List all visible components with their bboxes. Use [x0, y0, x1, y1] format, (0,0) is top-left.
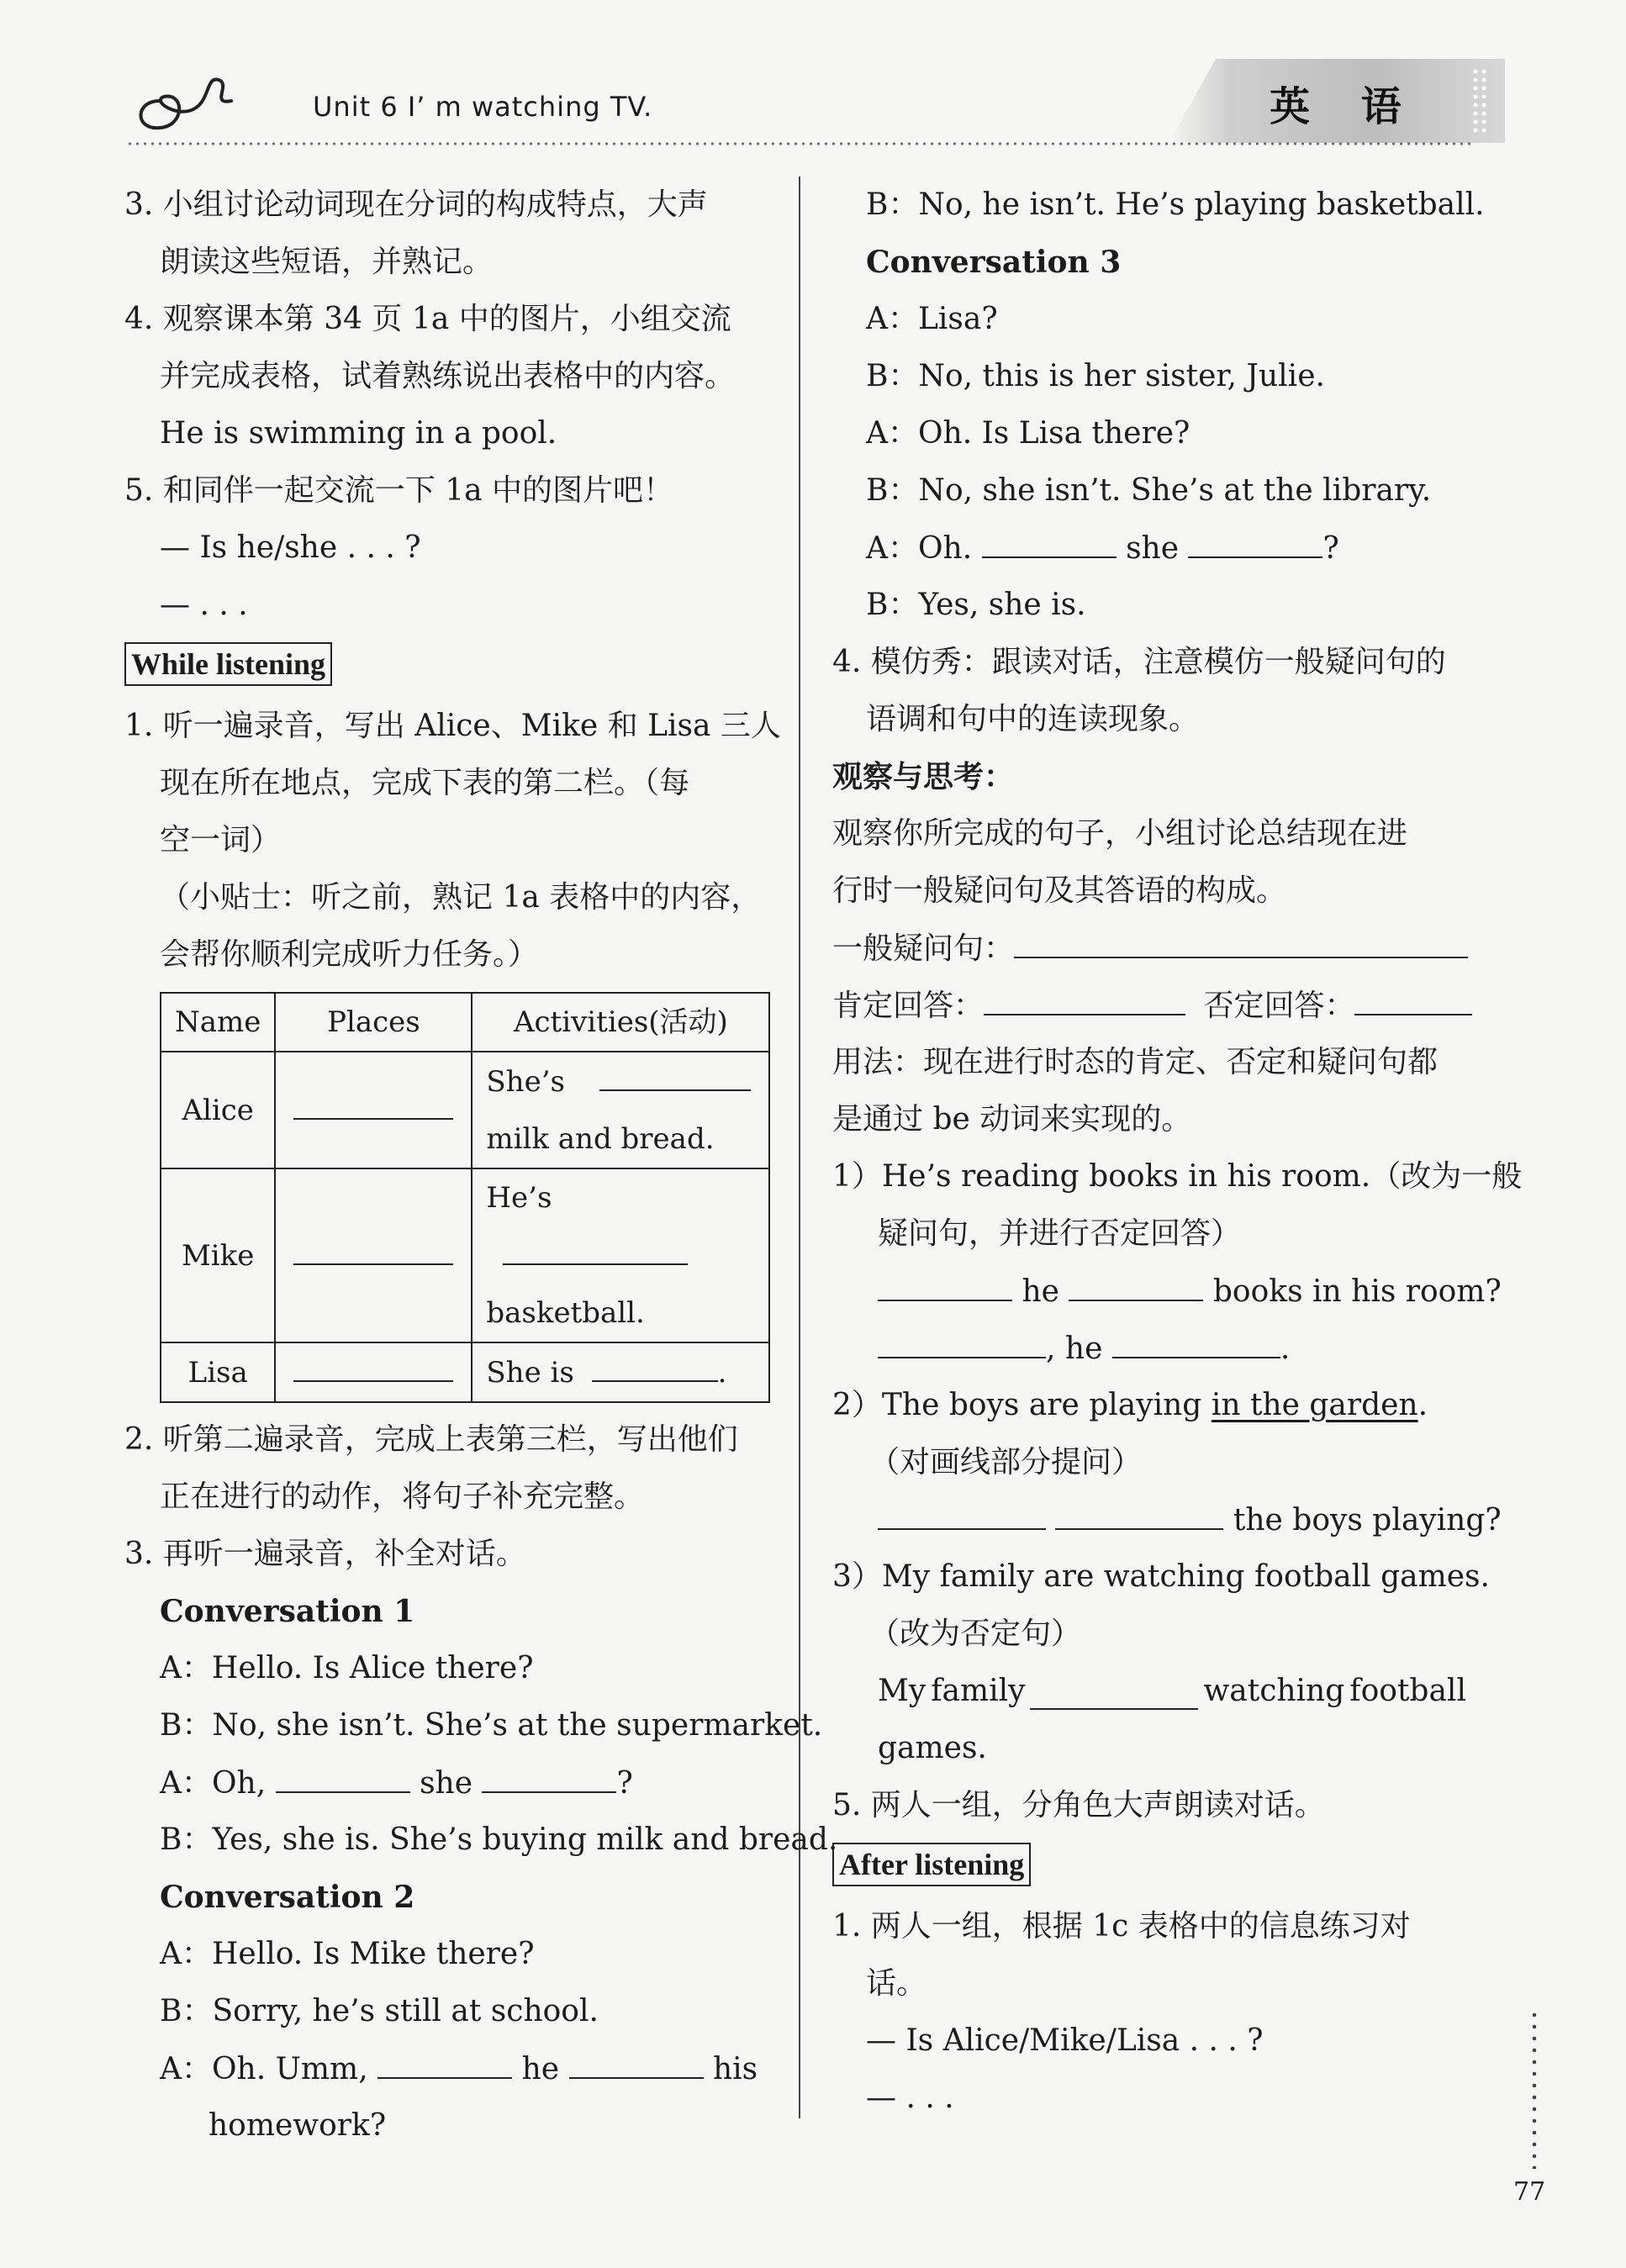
ex2-text-end: the boys playing? [1233, 1503, 1502, 1537]
conv1-blank-2[interactable] [482, 1754, 616, 1793]
yes-answer-label: 肯定回答： [832, 989, 985, 1023]
table-row [161, 1168, 769, 1342]
header-dotted-rule [126, 140, 1471, 148]
ex1-comma: , [1046, 1332, 1056, 1366]
conv3-blank-2[interactable] [1188, 520, 1322, 558]
conv1-line1: A：Hello. Is Alice there? [160, 1651, 534, 1685]
conv3-blank-1[interactable] [982, 520, 1117, 558]
wl-1-line4: （小贴士：听之前，熟记 1a 表格中的内容， [160, 880, 762, 915]
decorative-logo-icon [126, 67, 235, 134]
ex2-line3 [832, 1491, 1502, 1548]
ex1-blank-2[interactable] [1069, 1263, 1203, 1301]
ex3-line4: games. [878, 1731, 987, 1765]
ex3-line1: 3）My family are watching football games. [832, 1559, 1490, 1594]
place-blank[interactable] [293, 1081, 453, 1120]
ex2-dot: . [1417, 1388, 1428, 1422]
al-1-line4: — . . . [866, 2081, 954, 2115]
ex1-blank-4[interactable] [1112, 1320, 1280, 1358]
item-4-line1: 4. 观察课本第 34 页 1a 中的图片，小组交流 [124, 302, 731, 336]
table-header-activities: Activities(活动) [472, 993, 769, 1052]
al-1-line1: 1. 两人一组，根据 1c 表格中的信息练习对 [832, 1909, 1411, 1944]
table-header-name: Name [161, 993, 275, 1052]
general-question-line [832, 920, 1480, 977]
activity-subject: She’s [486, 1065, 565, 1099]
r-item-5: 5. 两人一组，分角色大声朗读对话。 [832, 1788, 1325, 1822]
place-blank[interactable] [293, 1343, 453, 1382]
name-cell: Alice [161, 1052, 275, 1168]
activity-subject: He’s [486, 1181, 552, 1215]
ex3-line2: （改为否定句） [869, 1617, 1082, 1651]
activity-object: milk and bread. [486, 1122, 715, 1156]
conv3-line4: B：No, she isn’t. She’s at the library. [866, 473, 1432, 508]
conv1-line2: B：No, she isn’t. She’s at the supermarket. [160, 1708, 823, 1743]
item-4-line2: 并完成表格，试着熟练说出表格中的内容。 [160, 359, 736, 393]
al-1-line2: 话。 [866, 1966, 927, 2001]
ex2-line1 [832, 1377, 1480, 1434]
r-item-4-line2: 语调和句中的连读现象。 [866, 702, 1200, 736]
conv1-blank-1[interactable] [276, 1754, 410, 1793]
ex3-text-football: football [1349, 1674, 1466, 1708]
ex2-underlined: in the garden [1211, 1388, 1418, 1422]
ex3-text-watching: watching [1203, 1674, 1345, 1708]
activity-period: . [717, 1356, 727, 1390]
usage-line1: 用法：现在进行时态的肯定、否定和疑问句都 [832, 1045, 1439, 1079]
observe-line2: 行时一般疑问句及其答语的构成。 [832, 873, 1287, 908]
ex1-blank-3[interactable] [878, 1320, 1046, 1358]
subject-label: 英 语 [1270, 83, 1420, 130]
right-column [832, 177, 1523, 2127]
no-answer-label: 否定回答： [1203, 989, 1355, 1023]
conv1-text-b: she [420, 1766, 473, 1801]
conversation-2-title: Conversation 2 [160, 1880, 415, 1915]
item-3-line2: 朗读这些短语，并熟记。 [160, 245, 494, 279]
conv1-text-c: ? [616, 1766, 633, 1801]
margin-dots [1530, 2009, 1539, 2169]
ex1-text-he2: he [1064, 1332, 1103, 1366]
activity-object: basketball. [486, 1296, 645, 1330]
ex1-line2: 疑问句，并进行否定回答） [878, 1216, 1242, 1251]
name-cell: Mike [161, 1168, 275, 1342]
activity-blank[interactable] [592, 1343, 718, 1382]
conv2-line2: B：Sorry, he’s still at school. [160, 1994, 599, 2028]
conv3-text-b: she [1126, 531, 1180, 566]
name-cell: Lisa [161, 1342, 275, 1402]
item-5-line1: 5. 和同伴一起交流一下 1a 中的图片吧！ [124, 473, 674, 508]
ex1-blank-1[interactable] [878, 1263, 1012, 1301]
answers-line [832, 977, 1480, 1034]
activity-blank[interactable] [503, 1226, 688, 1265]
left-column [124, 177, 838, 2155]
ex1-line1: 1）He’s reading books in his room.（改为一般 [832, 1159, 1523, 1194]
ex3-blank[interactable] [1030, 1671, 1198, 1710]
observe-title: 观察与思考： [832, 759, 1015, 794]
ex3-text-family: family [931, 1674, 1026, 1708]
table-row [161, 1052, 769, 1168]
ex1-line4 [832, 1320, 1480, 1377]
ex2-text: 2）The boys are playing [832, 1388, 1202, 1422]
conv3-line6: B：Yes, she is. [866, 588, 1086, 622]
ex1-text-he: he [1022, 1274, 1059, 1309]
table-row [161, 1342, 769, 1402]
yes-answer-blank[interactable] [984, 977, 1185, 1015]
conv1-text-a: A：Oh, [160, 1766, 267, 1801]
conv3-text-c: ? [1322, 531, 1339, 566]
ex1-text-books: books in his room? [1212, 1274, 1502, 1309]
after-listening-heading: After listening [832, 1843, 1031, 1886]
conv2-end: B：No, he isn’t. He’s playing basketball. [866, 187, 1485, 222]
activity-blank[interactable] [599, 1052, 751, 1091]
conv2-blank-1[interactable] [377, 2040, 512, 2079]
general-question-label: 一般疑问句： [832, 931, 1015, 966]
page-number: 77 [1513, 2177, 1546, 2207]
conv2-line3 [124, 2040, 772, 2097]
wl-1-line2: 现在所在地点，完成下表的第二栏。（每 [160, 766, 690, 800]
ex2-line2: （对画线部分提问） [869, 1445, 1143, 1479]
usage-line2: 是通过 be 动词来实现的。 [832, 1102, 1192, 1137]
general-question-blank[interactable] [1014, 920, 1468, 958]
conv3-line5 [832, 520, 1480, 577]
wl-1-line1: 1. 听一遍录音，写出 Alice、Mike 和 Lisa 三人 [124, 709, 781, 743]
conv3-line1: A：Lisa? [866, 302, 998, 336]
conv2-line1: A：Hello. Is Mike there? [160, 1937, 535, 1971]
ex1-dot: . [1280, 1332, 1291, 1366]
table-header-places: Places [275, 993, 472, 1052]
place-blank[interactable] [293, 1226, 453, 1265]
conv2-line4: homework? [209, 2108, 387, 2143]
item-5-line2: — Is he/she . . . ? [160, 530, 421, 565]
conv2-text-a: A：Oh. Umm, [160, 2052, 368, 2086]
wl-1-line5: 会帮你顺利完成听力任务。） [160, 937, 539, 972]
while-listening-heading: While listening [124, 642, 332, 686]
ex3-line3 [832, 1663, 1466, 1720]
ex1-line3 [832, 1263, 1502, 1320]
observe-line1: 观察你所完成的句子，小组讨论总结现在进 [832, 816, 1408, 851]
al-1-line3: — Is Alice/Mike/Lisa . . . ? [866, 2023, 1264, 2058]
r-item-4-line1: 4. 模仿秀：跟读对话，注意模仿一般疑问句的 [832, 645, 1446, 679]
wl-1-line3: 空一词） [160, 823, 282, 857]
conv1-line4: B：Yes, she is. She’s buying milk and bread. [160, 1822, 838, 1857]
conv2-text-b: he [521, 2052, 560, 2086]
conv3-text-a: A：Oh. [866, 531, 973, 566]
wl-2-line2: 正在进行的动作，将句子补充完整。 [160, 1479, 645, 1514]
activity-subject: She is [486, 1356, 574, 1390]
conv2-blank-2[interactable] [569, 2040, 704, 2079]
ex2-blank-2[interactable] [1055, 1491, 1223, 1530]
item-4-line3: He is swimming in a pool. [160, 416, 557, 451]
wl-3: 3. 再听一遍录音，补全对话。 [124, 1537, 526, 1571]
conv1-line3 [124, 1754, 772, 1812]
conv3-line2: B：No, this is her sister, Julie. [866, 359, 1325, 393]
ex3-text-my: My [878, 1674, 927, 1708]
conversation-1-title: Conversation 1 [160, 1594, 415, 1629]
unit-title: Unit 6 I’ m watching TV. [313, 91, 653, 123]
wl-2-line1: 2. 听第二遍录音，完成上表第三栏，写出他们 [124, 1422, 738, 1457]
conv2-text-c: his [712, 2052, 758, 2086]
ex2-blank-1[interactable] [878, 1491, 1046, 1530]
item-3-line1: 3. 小组讨论动词现在分词的构成特点，大声 [124, 187, 708, 222]
page-header [118, 59, 1480, 151]
no-answer-blank[interactable] [1354, 977, 1472, 1015]
listening-table [160, 992, 770, 1403]
conversation-3-title: Conversation 3 [866, 245, 1122, 280]
conv3-line3: A：Oh. Is Lisa there? [866, 416, 1190, 451]
item-5-line3: — . . . [160, 588, 248, 622]
